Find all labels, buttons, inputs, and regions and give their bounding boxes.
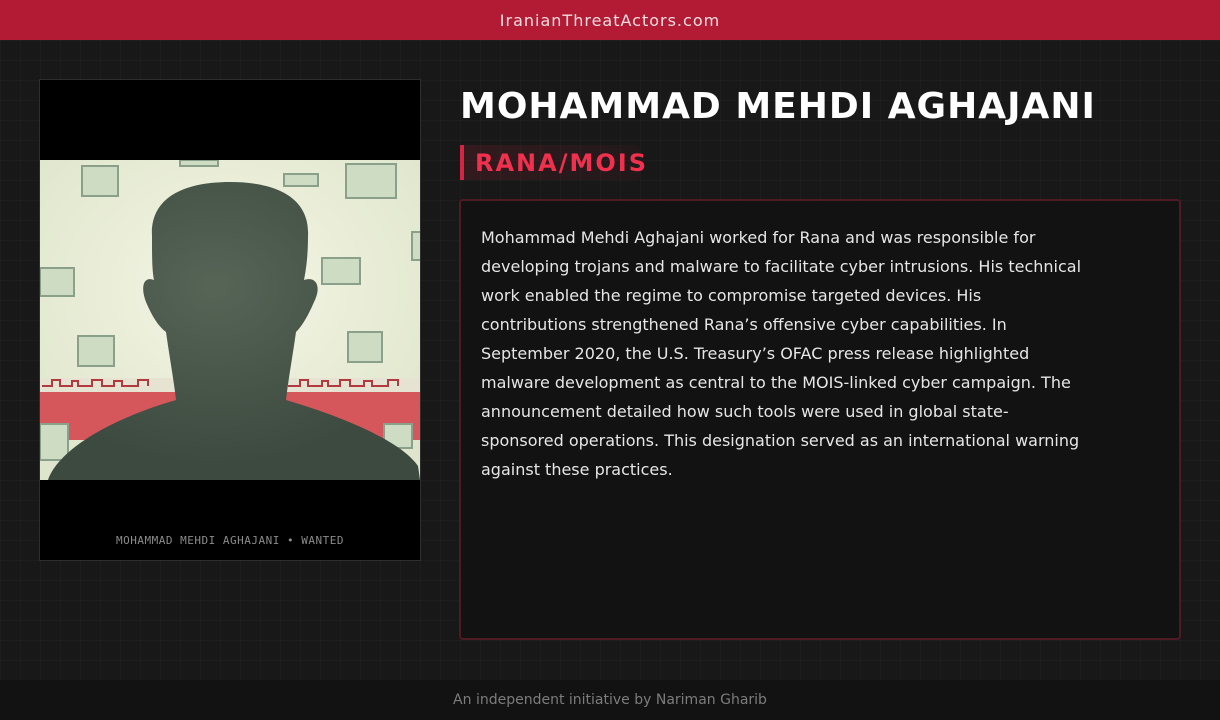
group-label: RANA/MOIS: [475, 148, 648, 177]
profile-photo-card: [39, 79, 421, 561]
person-silhouette-icon: [40, 160, 420, 480]
group-badge: [460, 145, 648, 180]
site-link[interactable]: IranianThreatActors.com: [499, 10, 721, 30]
footer-credit: An independent initiative by Nariman Gharib: [453, 692, 767, 708]
footer: [0, 680, 1220, 720]
top-banner: [0, 0, 1220, 40]
bio-panel: [459, 199, 1181, 640]
profile-name: MOHAMMAD MEHDI AGHAJANI: [460, 86, 1096, 127]
bio-text: Mohammad Mehdi Aghajani worked for Rana and was responsible for developing trojans and malware to facilitate cyber intrusions. His technical work enabled the regime to compromise targeted devices. His contributions strengthened Rana’s offensive cyber capabilities. In September 2020, the U.S. Treasury’s OFAC press release highlighted malware development as central to the MOIS-linked cyber campaign. The announcement detailed how such tools were used in global state-sponsored operations. This designation served as an international warning against these practices.: [481, 228, 1082, 479]
photo-caption: MOHAMMAD MEHDI AGHAJANI • WANTED: [116, 534, 344, 547]
